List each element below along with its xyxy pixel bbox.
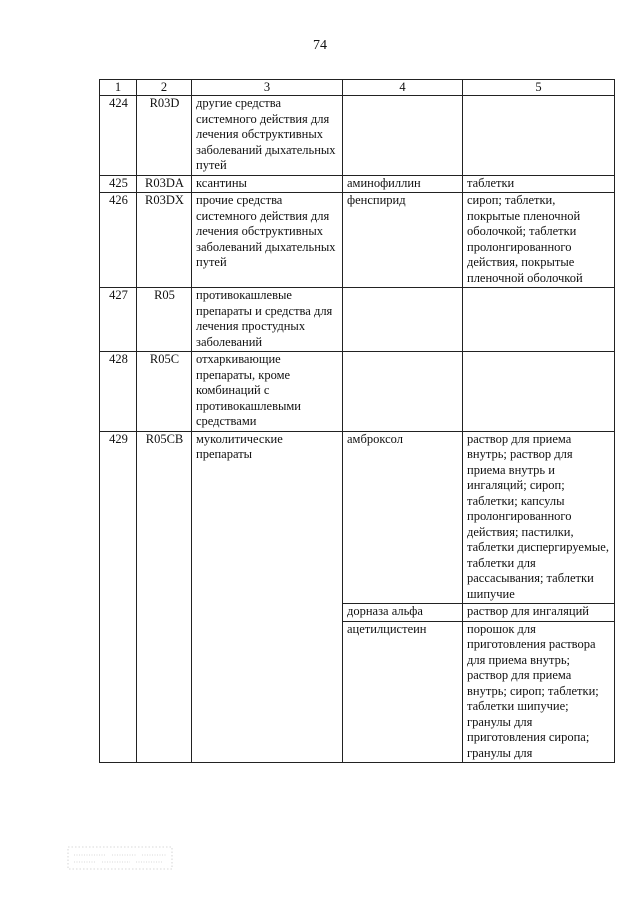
table-row [100,96,615,176]
pharmacological-group [192,621,343,763]
page-number: 74 [313,38,327,53]
dosage-form: сироп; таблетки, покрытые пленочной оболочкой; таблетки пролонгированного действия, покрытые пленочной оболочкой [463,193,615,288]
active-substance [343,288,463,352]
row-number: 426 [100,193,137,288]
row-number [100,604,137,622]
atc-code: R03DX [137,193,192,288]
active-substance: аминофиллин [343,175,463,193]
dosage-form: раствор для приема внутрь; раствор для приема внутрь и ингаляций; сироп; таблетки; капсулы пролонгированного действия; пастилки, таблетки диспергируемые, таблетки для рассасывания; таблетки шипучие [463,431,615,604]
header-cell-4: 4 [343,80,463,96]
dosage-form: таблетки [463,175,615,193]
pharmacological-group: противокашлевые препараты и средства для лечения простудных заболеваний [192,288,343,352]
dosage-form [463,96,615,176]
table-row [100,193,615,288]
atc-code: R05 [137,288,192,352]
dosage-form [463,352,615,432]
pharmacological-group: муколитические препараты [192,431,343,604]
row-number: 425 [100,175,137,193]
header-cell-1: 1 [100,80,137,96]
header-cell-3: 3 [192,80,343,96]
atc-code: R05CB [137,431,192,604]
active-substance [343,352,463,432]
active-substance: амброксол [343,431,463,604]
table-row [100,621,615,763]
pharmacological-group: отхаркивающие препараты, кроме комбинаций с противокашлевыми средствами [192,352,343,432]
table-header-row [100,80,615,96]
table-row [100,352,615,432]
pharmacological-group: прочие средства системного действия для лечения обструктивных заболеваний дыхательных путей [192,193,343,288]
dosage-form: раствор для ингаляций [463,604,615,622]
header-cell-5: 5 [463,80,615,96]
row-number: 427 [100,288,137,352]
scan-stamp-mark [66,841,174,871]
active-substance: дорназа альфа [343,604,463,622]
pharmacological-group [192,604,343,622]
row-number: 429 [100,431,137,604]
active-substance: фенспирид [343,193,463,288]
drug-table [99,79,615,763]
atc-code: R03DA [137,175,192,193]
table-row [100,431,615,604]
row-number: 428 [100,352,137,432]
dosage-form [463,288,615,352]
atc-code [137,621,192,763]
dosage-form: порошок для приготовления раствора для приема внутрь; раствор для приема внутрь; сироп; таблетки; таблетки шипучие; гранулы для приготовления сиропа; гранулы для [463,621,615,763]
row-number: 424 [100,96,137,176]
header-cell-2: 2 [137,80,192,96]
atc-code: R05C [137,352,192,432]
table-row [100,175,615,193]
table-row [100,604,615,622]
active-substance: ацетилцистеин [343,621,463,763]
atc-code [137,604,192,622]
pharmacological-group: ксантины [192,175,343,193]
active-substance [343,96,463,176]
atc-code: R03D [137,96,192,176]
row-number [100,621,137,763]
table-row [100,288,615,352]
pharmacological-group: другие средства системного действия для лечения обструктивных заболеваний дыхательных путей [192,96,343,176]
